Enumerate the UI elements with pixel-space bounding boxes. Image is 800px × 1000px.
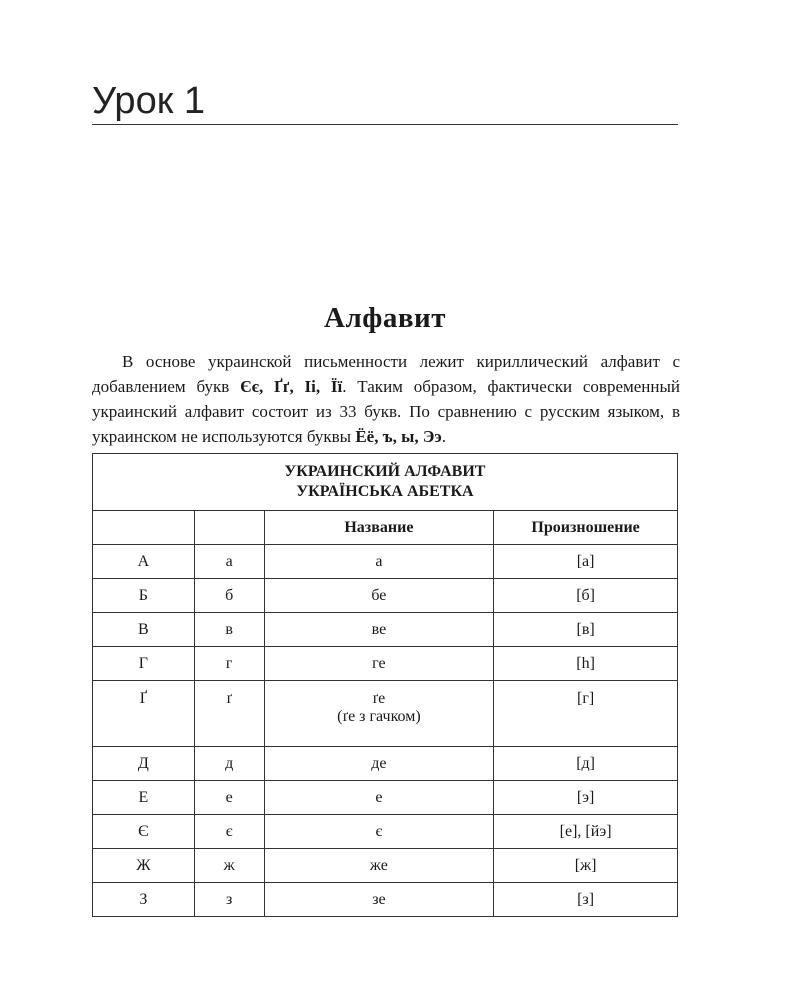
letter-name: ге [264,647,494,681]
letter-pronunciation: [э] [494,781,678,815]
letter-lower: в [194,613,264,647]
header-pronunciation: Произношение [494,511,678,545]
intro-text-2: . Таким образом, фактически современный украинский алфавит состоит из 33 букв. По сравнению с русским языком, в украинском не используются буквы [92,377,681,446]
letter-lower: а [194,545,264,579]
letter-pronunciation: [h] [494,647,678,681]
letter-pronunciation: [в] [494,613,678,647]
table-row [93,781,678,815]
section-title: Алфавит [324,302,446,334]
letter-name: ве [264,613,494,647]
alphabet-table [92,453,678,917]
letter-upper: Г [93,647,195,681]
table-row [93,815,678,849]
header-name: Название [264,511,494,545]
table-row [93,849,678,883]
table-row [93,613,678,647]
table-caption-ua: УКРАЇНСЬКА АБЕТКА [296,483,474,500]
letter-upper: Ж [93,849,195,883]
letter-pronunciation: [г] [494,681,678,747]
intro-added-letters: Єє, Ґґ, Іі, Її [240,377,343,396]
letter-pronunciation: [б] [494,579,678,613]
letter-pronunciation: [ж] [494,849,678,883]
table-header-row [93,511,678,545]
table-caption [93,454,678,511]
letter-upper: З [93,883,195,917]
letter-lower: ґ [194,681,264,747]
letter-name-note: (ґе з гачком) [337,708,421,725]
table-row [93,747,678,781]
letter-name: а [264,545,494,579]
header-lower [194,511,264,545]
letter-name: же [264,849,494,883]
letter-pronunciation: [а] [494,545,678,579]
letter-lower: б [194,579,264,613]
letter-name: де [264,747,494,781]
letter-upper: В [93,613,195,647]
letter-upper: Ґ [93,681,195,747]
intro-paragraph [92,349,680,449]
table-row [93,579,678,613]
letter-lower: ж [194,849,264,883]
letter-name: бе [264,579,494,613]
letter-lower: є [194,815,264,849]
letter-lower: д [194,747,264,781]
letter-upper: Д [93,747,195,781]
letter-name [264,681,494,747]
lesson-title: Урок 1 [92,78,678,125]
table-caption-ru: УКРАИНСКИЙ АЛФАВИТ [284,463,486,480]
letter-name-main: ґе [372,690,386,707]
letter-name: є [264,815,494,849]
intro-absent-letters: Ёё, ъ, ы, Ээ [355,427,442,446]
letter-upper: Е [93,781,195,815]
header-upper [93,511,195,545]
intro-text-1: В основе украинской письменности лежит кириллический алфавит с добавлением букв [92,352,680,396]
letter-lower: з [194,883,264,917]
letter-pronunciation: [е], [йэ] [494,815,678,849]
letter-upper: А [93,545,195,579]
letter-pronunciation: [з] [494,883,678,917]
letter-name: е [264,781,494,815]
letter-lower: г [194,647,264,681]
letter-upper: Б [93,579,195,613]
table-row [93,545,678,579]
letter-name: зе [264,883,494,917]
table-row [93,883,678,917]
intro-text-3: . [441,427,447,446]
table-row [93,681,678,747]
letter-pronunciation: [д] [494,747,678,781]
letter-lower: е [194,781,264,815]
table-row [93,647,678,681]
letter-upper: Є [93,815,195,849]
